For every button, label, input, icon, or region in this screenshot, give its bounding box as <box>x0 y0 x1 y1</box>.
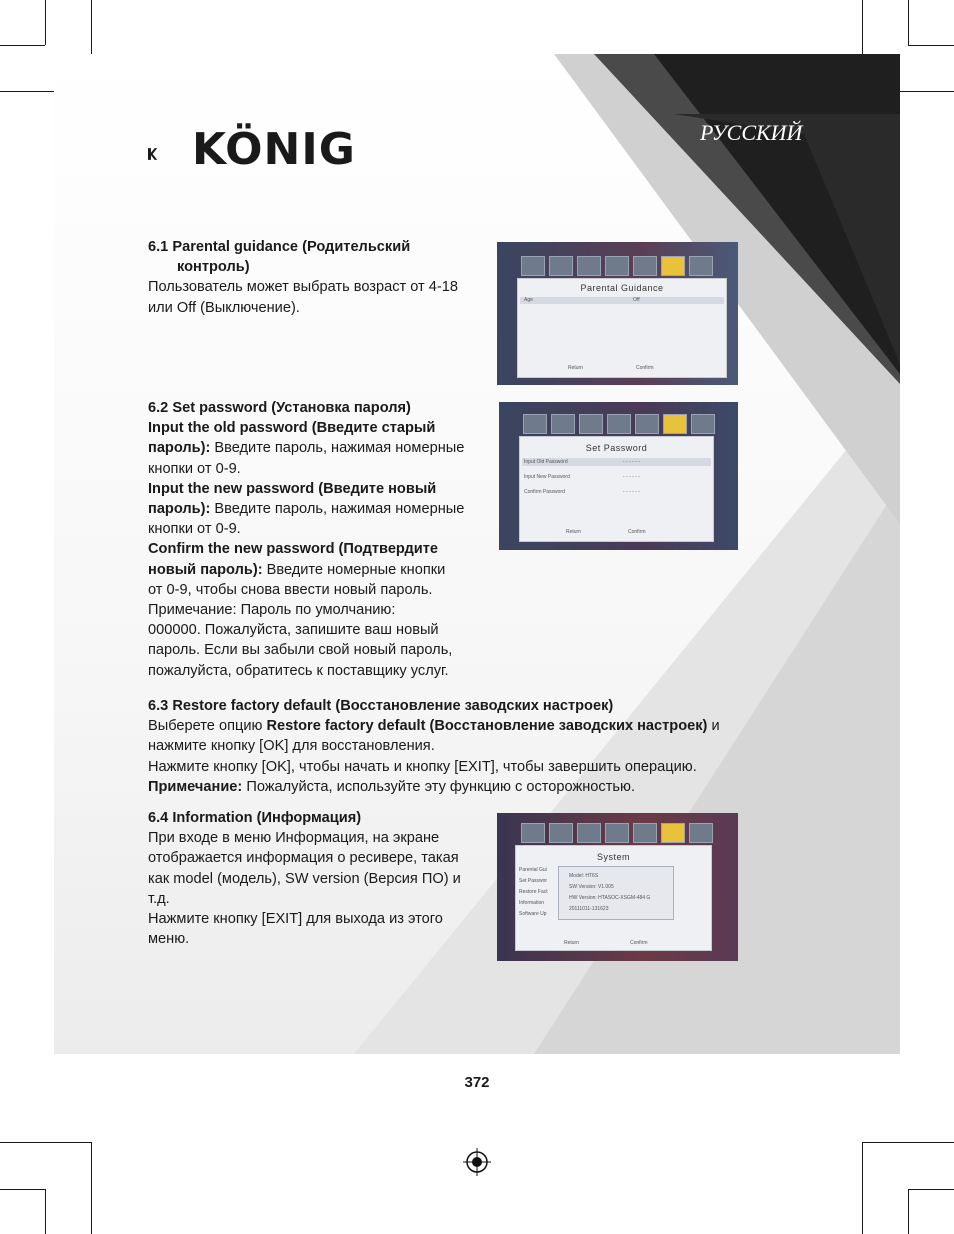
crop-mark <box>908 1189 954 1190</box>
tv-icon <box>521 823 545 843</box>
body-text: кнопки от 0-9. <box>148 460 241 477</box>
crop-mark <box>908 0 909 45</box>
menu-icon-row <box>521 823 713 843</box>
menu-row-value: - - - - - - <box>623 489 640 495</box>
crop-mark <box>91 1142 92 1234</box>
menu-item: Software Up <box>519 911 547 917</box>
globe-icon <box>633 823 657 843</box>
note-text: Пожалуйста, используйте эту функцию с осторожностью. <box>242 778 636 795</box>
info-line: Model: HT6S <box>569 873 599 879</box>
menu-row-value: - - - - - - <box>623 474 640 480</box>
body-text <box>148 438 493 458</box>
body-text: Пользователь может выбрать возраст от 4-18 <box>148 279 458 296</box>
globe-icon <box>633 256 657 276</box>
info-line: SW Version: V1.005 <box>569 884 614 890</box>
menu-title: Parental Guidance <box>580 283 664 293</box>
body-text: от 0-9, чтобы снова ввести новый пароль. <box>148 581 433 598</box>
note-text: 000000. Пожалуйста, запишите ваш новый <box>148 622 439 639</box>
note-text <box>148 777 788 797</box>
footer-confirm: Confirm <box>636 365 654 371</box>
body-text: Выберете опцию <box>148 718 267 735</box>
body-text <box>148 716 788 736</box>
tv-icon <box>523 414 547 434</box>
body-text: Нажмите кнопку [EXIT] для выхода из этого <box>148 911 443 928</box>
section-6-4 <box>148 808 493 949</box>
screenshot-set-password <box>499 402 738 550</box>
globe-icon <box>635 414 659 434</box>
crop-mark <box>0 45 45 46</box>
disc-icon <box>607 414 631 434</box>
tools-icon <box>661 823 685 843</box>
field-label: Confirm the new password (Подтвердите <box>148 541 438 558</box>
body-text <box>148 560 493 580</box>
crop-mark <box>862 1142 863 1234</box>
menu-panel <box>519 436 714 542</box>
menu-row-label: Input New Password <box>524 474 570 480</box>
body-text: Нажмите кнопку [OK], чтобы начать и кнопку [EXIT], чтобы завершить операцию. <box>148 758 697 775</box>
tv-icon <box>521 256 545 276</box>
menu-title: System <box>596 852 630 862</box>
disc-icon <box>605 256 629 276</box>
note-text: пароль. Если вы забыли свой новый пароль, <box>148 642 453 659</box>
menu-row-selected <box>520 297 724 304</box>
menu-icon-row <box>521 256 713 276</box>
page-number: 372 <box>464 1074 490 1091</box>
menu-item: Parental Gui <box>519 867 547 873</box>
system-icon <box>691 414 715 434</box>
channel-icon <box>577 256 601 276</box>
section-title-cont: контроль) <box>177 259 250 276</box>
section-6-3 <box>148 696 788 797</box>
body-text: кнопки от 0-9. <box>148 521 241 538</box>
section-6-1 <box>148 237 488 318</box>
tools-icon <box>661 256 685 276</box>
note-text: Примечание: Пароль по умолчанию: <box>148 602 396 619</box>
field-label: пароль): <box>148 440 211 457</box>
crop-mark <box>862 1142 954 1143</box>
note-text: пожалуйста, обратитесь к поставщику услуг. <box>148 662 449 679</box>
konig-logo-icon <box>148 126 192 182</box>
crop-mark <box>908 45 954 46</box>
field-label: пароль): <box>148 501 211 518</box>
menu-panel <box>515 845 712 951</box>
body-text: При входе в меню Информация, на экране <box>148 830 440 847</box>
field-label: новый пароль): <box>148 561 263 578</box>
body-text: и <box>707 718 720 735</box>
footer-confirm: Confirm <box>630 940 648 946</box>
picture-icon <box>549 256 573 276</box>
registration-mark-icon <box>463 1148 491 1176</box>
section-title: 6.1 Parental guidance (Родительский <box>148 239 411 255</box>
section-title: 6.2 Set password (Установка пароля) <box>148 400 411 416</box>
system-icon <box>689 256 713 276</box>
channel-icon <box>579 414 603 434</box>
note-label: Примечание: <box>148 778 243 795</box>
section-6-2 <box>148 398 493 681</box>
menu-title: Set Password <box>585 443 648 453</box>
footer-confirm: Confirm <box>628 529 646 535</box>
body-text: нажмите кнопку [OK] для восстановления. <box>148 738 435 755</box>
footer-return: Return <box>564 940 580 946</box>
section-title: 6.4 Information (Информация) <box>148 810 362 826</box>
crop-mark <box>45 0 46 45</box>
menu-item: Information <box>519 900 545 906</box>
picture-icon <box>549 823 573 843</box>
menu-row-label: Age <box>524 297 533 303</box>
tools-icon <box>663 414 687 434</box>
footer-return: Return <box>568 365 584 371</box>
field-label: Input the old password (Введите старый <box>148 420 436 437</box>
crop-mark <box>0 1189 45 1190</box>
info-line: 20111011-131623 <box>569 906 609 912</box>
crop-mark <box>45 1189 46 1234</box>
body-text: Введите номерные кнопки <box>262 561 446 578</box>
option-name: Restore factory default (Восстановление заводских настроек) <box>266 718 708 735</box>
menu-row-label: Confirm Password <box>524 489 565 495</box>
screenshot-system <box>497 813 738 961</box>
body-text: меню. <box>148 931 190 948</box>
menu-panel <box>517 278 727 378</box>
field-label: Input the new password (Введите новый <box>148 480 437 497</box>
channel-icon <box>577 823 601 843</box>
system-icon <box>689 823 713 843</box>
footer-return: Return <box>566 529 582 535</box>
body-text: отображается информация о ресивере, такая <box>148 850 459 867</box>
crop-mark <box>908 1189 909 1234</box>
menu-item: Restore Fact <box>519 889 548 895</box>
body-text: т.д. <box>148 890 170 907</box>
menu-row-value: Off <box>633 297 640 303</box>
menu-item: Set Passwor <box>519 878 548 884</box>
brand-name: KÖNIG <box>192 124 356 175</box>
screenshot-parental-guidance <box>497 242 738 385</box>
picture-icon <box>551 414 575 434</box>
body-text: или Off (Выключение). <box>148 299 300 316</box>
menu-row-label: Input Old Password <box>524 459 568 465</box>
language-label: РУССКИЙ <box>700 120 803 145</box>
body-text: Введите пароль, нажимая номерные <box>210 501 465 518</box>
section-title: 6.3 Restore factory default (Восстановление заводских настроек) <box>148 698 614 714</box>
crop-mark <box>0 1142 92 1143</box>
disc-icon <box>605 823 629 843</box>
body-text <box>148 499 493 519</box>
menu-row-value: - - - - - - <box>623 459 640 465</box>
info-line: HW Version: HTASOC-XSGM-484 G <box>569 895 651 901</box>
info-popup <box>558 866 674 920</box>
body-text: как model (модель), SW version (Версия ПО) и <box>148 870 461 887</box>
body-text: Введите пароль, нажимая номерные <box>210 440 465 457</box>
menu-icon-row <box>523 414 715 434</box>
